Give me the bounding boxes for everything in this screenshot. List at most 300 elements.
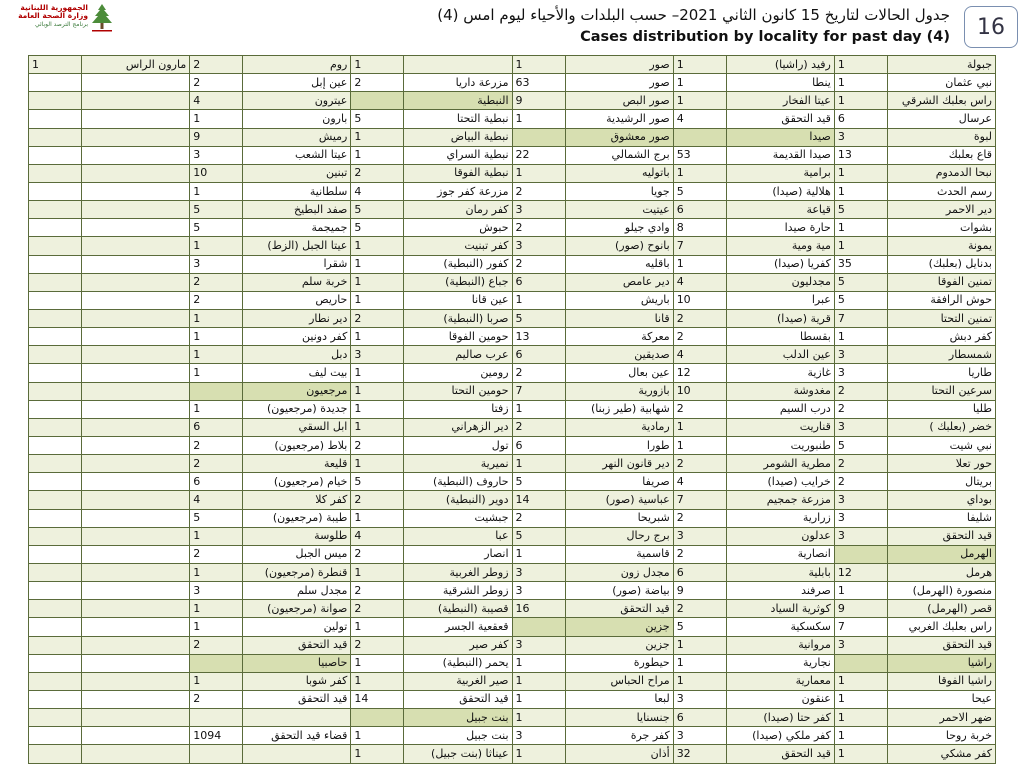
table-row	[29, 182, 996, 200]
case-count-cell	[190, 709, 243, 727]
locality-cell: صور معشوق	[565, 128, 673, 146]
locality-cell: ميس الجبل	[243, 545, 351, 563]
ministry-name: الجمهورية اللبنانية وزارة الصحة العامة	[18, 3, 88, 20]
table-row	[29, 654, 996, 672]
locality-cell: قليعة	[243, 455, 351, 473]
table-row	[29, 527, 996, 545]
case-count-cell: 3	[512, 563, 565, 581]
cases-table	[28, 55, 996, 764]
locality-cell	[82, 690, 190, 708]
case-count-cell	[512, 128, 565, 146]
locality-cell: مزرعة داريا	[404, 74, 512, 92]
case-count-cell: 2	[351, 545, 404, 563]
table-row	[29, 745, 996, 764]
case-count-cell: 2	[190, 436, 243, 454]
case-count-cell	[29, 654, 82, 672]
case-count-cell: 1	[190, 364, 243, 382]
locality-cell: يمونة	[887, 237, 995, 255]
locality-cell: هلالية (صيدا)	[726, 182, 834, 200]
case-count-cell: 5	[512, 527, 565, 545]
locality-cell: عباسية (صور)	[565, 491, 673, 509]
case-count-cell: 1	[834, 709, 887, 727]
case-count-cell: 3	[834, 418, 887, 436]
case-count-cell: 1	[190, 237, 243, 255]
locality-cell: نبي عثمان	[887, 74, 995, 92]
case-count-cell	[29, 672, 82, 690]
locality-cell: عدلون	[726, 527, 834, 545]
locality-cell: كفور (النبطية)	[404, 255, 512, 273]
table-row	[29, 618, 996, 636]
locality-cell: مزرعة كفر جوز	[404, 182, 512, 200]
case-count-cell: 1	[512, 291, 565, 309]
locality-cell: حاروف (النبطية)	[404, 473, 512, 491]
locality-cell	[82, 400, 190, 418]
case-count-cell: 1	[190, 527, 243, 545]
case-count-cell: 2	[351, 491, 404, 509]
locality-cell: مراح الحباس	[565, 672, 673, 690]
locality-cell: دير عامص	[565, 273, 673, 291]
locality-cell: غازية	[726, 364, 834, 382]
case-count-cell	[512, 618, 565, 636]
locality-cell	[82, 346, 190, 364]
case-count-cell: 10	[673, 291, 726, 309]
case-count-cell	[29, 618, 82, 636]
case-count-cell: 2	[673, 545, 726, 563]
case-count-cell: 1	[673, 92, 726, 110]
locality-cell: دوير (النبطية)	[404, 491, 512, 509]
locality-cell	[82, 709, 190, 727]
locality-cell: سرعين التحتا	[887, 382, 995, 400]
locality-cell	[82, 527, 190, 545]
case-count-cell: 3	[512, 582, 565, 600]
case-count-cell: 1	[834, 237, 887, 255]
case-count-cell: 1	[673, 255, 726, 273]
locality-cell: مجدليون	[726, 273, 834, 291]
locality-cell: صور الرشيدية	[565, 110, 673, 128]
locality-cell: شليفا	[887, 509, 995, 527]
case-count-cell: 5	[834, 201, 887, 219]
locality-cell: عيتيت	[565, 201, 673, 219]
case-count-cell	[29, 509, 82, 527]
case-count-cell: 1	[512, 690, 565, 708]
case-count-cell: 7	[834, 309, 887, 327]
table-row	[29, 56, 996, 74]
case-count-cell	[29, 273, 82, 291]
case-count-cell	[29, 164, 82, 182]
case-count-cell: 1	[834, 164, 887, 182]
case-count-cell: 1	[351, 672, 404, 690]
case-count-cell	[29, 527, 82, 545]
case-count-cell: 6	[190, 473, 243, 491]
locality-cell	[82, 219, 190, 237]
case-count-cell: 1	[351, 291, 404, 309]
case-count-cell	[29, 182, 82, 200]
case-count-cell: 1	[512, 400, 565, 418]
locality-cell: صيدا	[726, 128, 834, 146]
table-title-english: Cases distribution by locality for past day (4)	[580, 29, 950, 45]
case-count-cell: 1	[512, 745, 565, 764]
case-count-cell: 4	[190, 491, 243, 509]
locality-cell	[82, 563, 190, 581]
locality-cell: قناريت	[726, 418, 834, 436]
case-count-cell: 1	[834, 328, 887, 346]
locality-cell: نبطية البياض	[404, 128, 512, 146]
case-count-cell	[29, 110, 82, 128]
locality-cell: حارة صيدا	[726, 219, 834, 237]
table-row	[29, 110, 996, 128]
case-count-cell: 1	[351, 364, 404, 382]
locality-cell: نبطية الفوقا	[404, 164, 512, 182]
case-count-cell: 14	[512, 491, 565, 509]
case-count-cell: 3	[834, 636, 887, 654]
case-count-cell: 1	[351, 418, 404, 436]
case-count-cell: 5	[351, 473, 404, 491]
case-count-cell: 1	[512, 672, 565, 690]
locality-cell: عبرا	[726, 291, 834, 309]
case-count-cell: 1	[673, 672, 726, 690]
locality-cell: قيد التحقق	[243, 690, 351, 708]
case-count-cell: 2	[673, 455, 726, 473]
case-count-cell: 1	[190, 672, 243, 690]
locality-cell: دير قانون النهر	[565, 455, 673, 473]
locality-cell: كفر كلا	[243, 491, 351, 509]
locality-cell	[82, 255, 190, 273]
case-count-cell: 6	[512, 436, 565, 454]
case-count-cell: 2	[351, 582, 404, 600]
case-count-cell: 5	[834, 273, 887, 291]
locality-cell: مطرية الشومر	[726, 455, 834, 473]
case-count-cell	[29, 745, 82, 764]
case-count-cell: 2	[834, 382, 887, 400]
case-count-cell: 3	[512, 237, 565, 255]
locality-cell: نبي شيت	[887, 436, 995, 454]
locality-cell: رمادية	[565, 418, 673, 436]
locality-cell	[82, 545, 190, 563]
case-count-cell: 3	[834, 509, 887, 527]
case-count-cell: 3	[834, 364, 887, 382]
locality-cell: رميش	[243, 128, 351, 146]
locality-cell: جزين	[565, 636, 673, 654]
case-count-cell: 1	[351, 273, 404, 291]
case-count-cell: 1	[190, 400, 243, 418]
case-count-cell: 1	[351, 455, 404, 473]
case-count-cell: 6	[512, 346, 565, 364]
locality-cell: مجدل سلم	[243, 582, 351, 600]
page-number: 16	[964, 6, 1018, 48]
locality-cell: قيد التحقق	[565, 600, 673, 618]
case-count-cell: 1	[512, 455, 565, 473]
locality-cell: عين الدلب	[726, 346, 834, 364]
case-count-cell	[29, 491, 82, 509]
locality-cell: برج الشمالي	[565, 146, 673, 164]
case-count-cell: 14	[351, 690, 404, 708]
case-count-cell: 1	[512, 110, 565, 128]
locality-cell: تولين	[243, 618, 351, 636]
locality-cell: عيتا الفخار	[726, 92, 834, 110]
locality-cell: نبطية التحتا	[404, 110, 512, 128]
locality-cell: قاع بعلبك	[887, 146, 995, 164]
case-count-cell	[29, 727, 82, 745]
case-count-cell: 1	[190, 182, 243, 200]
locality-cell: حومين التحتا	[404, 382, 512, 400]
locality-cell: قيد التحقق	[726, 745, 834, 764]
case-count-cell: 12	[673, 364, 726, 382]
cedar-icon	[90, 3, 114, 33]
table-row	[29, 491, 996, 509]
locality-cell: عيحا	[887, 690, 995, 708]
locality-cell: لبوة	[887, 128, 995, 146]
table-row	[29, 291, 996, 309]
case-count-cell: 1	[351, 128, 404, 146]
table-row	[29, 563, 996, 581]
case-count-cell: 3	[512, 727, 565, 745]
case-count-cell: 9	[834, 600, 887, 618]
case-count-cell: 2	[190, 56, 243, 74]
locality-cell: رسم الحدث	[887, 182, 995, 200]
locality-cell: قصيبة (النبطية)	[404, 600, 512, 618]
locality-cell: طلوسة	[243, 527, 351, 545]
case-count-cell: 1	[834, 582, 887, 600]
table-row	[29, 164, 996, 182]
locality-cell: كفر دونين	[243, 328, 351, 346]
case-count-cell	[673, 128, 726, 146]
locality-cell: صور البص	[565, 92, 673, 110]
locality-cell: جباع (النبطية)	[404, 273, 512, 291]
case-count-cell	[29, 400, 82, 418]
case-count-cell	[29, 455, 82, 473]
case-count-cell: 6	[673, 563, 726, 581]
locality-cell: مروانية	[726, 636, 834, 654]
table-row	[29, 672, 996, 690]
case-count-cell: 7	[673, 491, 726, 509]
case-count-cell	[29, 418, 82, 436]
table-row	[29, 92, 996, 110]
table-row	[29, 545, 996, 563]
table-row	[29, 346, 996, 364]
case-count-cell: 35	[834, 255, 887, 273]
case-count-cell: 22	[512, 146, 565, 164]
locality-cell: حيطورة	[565, 654, 673, 672]
locality-cell: بياضة (صور)	[565, 582, 673, 600]
locality-cell: مارون الراس	[82, 56, 190, 74]
case-count-cell: 2	[673, 328, 726, 346]
locality-cell: شهابية (طير زبنا)	[565, 400, 673, 418]
case-count-cell: 6	[512, 273, 565, 291]
case-count-cell: 1	[190, 563, 243, 581]
case-count-cell: 10	[190, 164, 243, 182]
locality-cell	[82, 382, 190, 400]
locality-cell: كفر رمان	[404, 201, 512, 219]
locality-cell: طليا	[887, 400, 995, 418]
case-count-cell: 5	[512, 473, 565, 491]
cases-table-container	[28, 55, 996, 764]
table-row	[29, 418, 996, 436]
locality-cell	[82, 509, 190, 527]
locality-cell: بارون	[243, 110, 351, 128]
locality-cell: عرب صاليم	[404, 346, 512, 364]
locality-cell	[82, 455, 190, 473]
locality-cell: تبنين	[243, 164, 351, 182]
locality-cell: حاصبيا	[243, 654, 351, 672]
locality-cell: أذان	[565, 745, 673, 764]
locality-cell: ابل السقي	[243, 418, 351, 436]
case-count-cell: 2	[673, 309, 726, 327]
locality-cell: برامية	[726, 164, 834, 182]
case-count-cell: 2	[351, 164, 404, 182]
table-row	[29, 146, 996, 164]
locality-cell: بنت جبيل	[404, 709, 512, 727]
case-count-cell: 1	[834, 219, 887, 237]
locality-cell: باريش	[565, 291, 673, 309]
case-count-cell: 2	[190, 291, 243, 309]
case-count-cell: 2	[351, 74, 404, 92]
locality-cell: نبحا الدمدوم	[887, 164, 995, 182]
case-count-cell	[29, 291, 82, 309]
locality-cell: جبشيت	[404, 509, 512, 527]
table-row	[29, 509, 996, 527]
case-count-cell: 1	[834, 690, 887, 708]
locality-cell: انصار	[404, 545, 512, 563]
case-count-cell	[29, 219, 82, 237]
locality-cell: خربة روحا	[887, 727, 995, 745]
case-count-cell: 13	[512, 328, 565, 346]
locality-cell: قياعة	[726, 201, 834, 219]
table-row	[29, 636, 996, 654]
locality-cell: باقليه	[565, 255, 673, 273]
locality-cell: خرايب (صيدا)	[726, 473, 834, 491]
locality-cell: مغدوشة	[726, 382, 834, 400]
locality-cell: راشيا	[887, 654, 995, 672]
locality-cell: كفر تبنيت	[404, 237, 512, 255]
locality-cell	[82, 491, 190, 509]
locality-cell: خيام (مرجعيون)	[243, 473, 351, 491]
locality-cell: زفتا	[404, 400, 512, 418]
case-count-cell: 6	[834, 110, 887, 128]
locality-cell: بلاط (مرجعيون)	[243, 436, 351, 454]
case-count-cell: 3	[834, 491, 887, 509]
case-count-cell	[834, 545, 887, 563]
case-count-cell: 6	[673, 709, 726, 727]
locality-cell: صديقين	[565, 346, 673, 364]
case-count-cell: 2	[673, 509, 726, 527]
case-count-cell: 1	[673, 654, 726, 672]
locality-cell: عيتا الشعب	[243, 146, 351, 164]
locality-cell: عبا	[404, 527, 512, 545]
case-count-cell	[29, 582, 82, 600]
case-count-cell: 5	[351, 219, 404, 237]
table-row	[29, 74, 996, 92]
locality-cell	[82, 473, 190, 491]
case-count-cell: 2	[834, 400, 887, 418]
case-count-cell	[29, 473, 82, 491]
case-count-cell: 5	[834, 436, 887, 454]
case-count-cell: 7	[512, 382, 565, 400]
locality-cell: بنت جبيل	[404, 727, 512, 745]
locality-cell	[404, 56, 512, 74]
locality-cell: قضاء قيد التحقق	[243, 727, 351, 745]
locality-cell: كفريا (صيدا)	[726, 255, 834, 273]
locality-cell	[82, 128, 190, 146]
locality-cell: صفد البطيخ	[243, 201, 351, 219]
locality-cell: قيد التحقق	[887, 527, 995, 545]
program-name: برنامج الترصد الوبائي	[34, 21, 88, 28]
table-row	[29, 690, 996, 708]
locality-cell	[82, 237, 190, 255]
locality-cell: عين بعال	[565, 364, 673, 382]
case-count-cell: 5	[673, 618, 726, 636]
case-count-cell: 1	[351, 727, 404, 745]
case-count-cell: 1	[29, 56, 82, 74]
case-count-cell: 1	[351, 509, 404, 527]
case-count-cell	[29, 690, 82, 708]
case-count-cell: 13	[834, 146, 887, 164]
locality-cell: كفر ملكي (صيدا)	[726, 727, 834, 745]
locality-cell: دير الزهراني	[404, 418, 512, 436]
case-count-cell: 9	[190, 128, 243, 146]
case-count-cell: 2	[351, 600, 404, 618]
case-count-cell: 1	[512, 654, 565, 672]
case-count-cell: 2	[190, 545, 243, 563]
case-count-cell: 2	[673, 400, 726, 418]
case-count-cell: 2	[190, 273, 243, 291]
case-count-cell: 1	[190, 346, 243, 364]
case-count-cell: 1	[834, 56, 887, 74]
table-row	[29, 436, 996, 454]
case-count-cell	[29, 563, 82, 581]
locality-cell: نبطية السراي	[404, 146, 512, 164]
case-count-cell	[29, 382, 82, 400]
locality-cell: بشوات	[887, 219, 995, 237]
case-count-cell: 1	[512, 164, 565, 182]
case-count-cell: 1	[834, 92, 887, 110]
table-row	[29, 273, 996, 291]
locality-cell: جبولة	[887, 56, 995, 74]
locality-cell: ينطا	[726, 74, 834, 92]
locality-cell: باتوليه	[565, 164, 673, 182]
locality-cell	[82, 654, 190, 672]
locality-cell: قيد التحقق	[726, 110, 834, 128]
locality-cell: زرارية	[726, 509, 834, 527]
locality-cell: عرسال	[887, 110, 995, 128]
locality-cell	[82, 418, 190, 436]
case-count-cell: 1	[190, 110, 243, 128]
locality-cell: صوانة (مرجعيون)	[243, 600, 351, 618]
locality-cell: انصارية	[726, 545, 834, 563]
table-row	[29, 201, 996, 219]
case-count-cell: 4	[673, 346, 726, 364]
case-count-cell: 16	[512, 600, 565, 618]
locality-cell: حور تعلا	[887, 455, 995, 473]
table-row	[29, 600, 996, 618]
case-count-cell: 1	[673, 636, 726, 654]
case-count-cell: 4	[673, 473, 726, 491]
locality-cell: كوثرية السياد	[726, 600, 834, 618]
case-count-cell	[29, 92, 82, 110]
case-count-cell: 2	[834, 473, 887, 491]
table-row	[29, 237, 996, 255]
case-count-cell: 3	[673, 690, 726, 708]
case-count-cell: 3	[512, 201, 565, 219]
locality-cell: طيبة (مرجعيون)	[243, 509, 351, 527]
locality-cell: مزرعة جمجيم	[726, 491, 834, 509]
table-row	[29, 382, 996, 400]
case-count-cell: 2	[512, 219, 565, 237]
case-count-cell	[29, 545, 82, 563]
case-count-cell	[29, 436, 82, 454]
table-row	[29, 709, 996, 727]
table-row	[29, 309, 996, 327]
case-count-cell: 3	[351, 346, 404, 364]
